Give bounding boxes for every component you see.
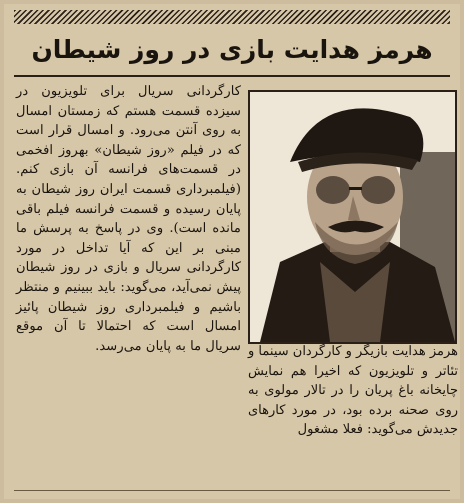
- decorative-hatch-band: [14, 10, 450, 24]
- portrait-illustration: [250, 92, 455, 342]
- bottom-rule: [14, 490, 450, 491]
- article-headline: هرمز هدایت بازی در روز شیطان: [31, 35, 433, 64]
- photo-caption: هرمز هدایت بازیگر و کارگردان سینما و تئاتر و تلویزیون که اخیرا هم نمایش چایخانه باغ پریان را در تالار مولوی به روی صحنه برده بود، در مورد کارهای جدیدش می‌گوید: فعلا مشغول: [248, 344, 458, 437]
- headline-rule: [14, 75, 450, 77]
- article-body: کارگردانی سریال برای تلویزیون در سیزده قسمت هستم که زمستان امسال به روی آنتن می‌رود. و امسال قرار است که در فیلم «روز شیطان» بهروز افخمی در قسمت‌های فرانسه آن بازی کنم. (فیلمبرداری قسمت ایران روز شیطان به پایان رسیده و قسمت فرانسه فیلم باقی مانده است). وی در پاسخ به پرسش ما مبنی بر این که آیا تداخل در مورد کارگردانی سریال و بازی در روز شیطان پیش نمی‌آید، می‌گوید: باید ببینیم و منتظر باشیم و فیلمبرداری روز شیطان پائیز امسال است که احتمالا تا آن موقع سریال ما به پایان می‌رسد.: [16, 84, 241, 354]
- portrait-photo: [248, 90, 457, 344]
- newspaper-clipping: [4, 4, 460, 499]
